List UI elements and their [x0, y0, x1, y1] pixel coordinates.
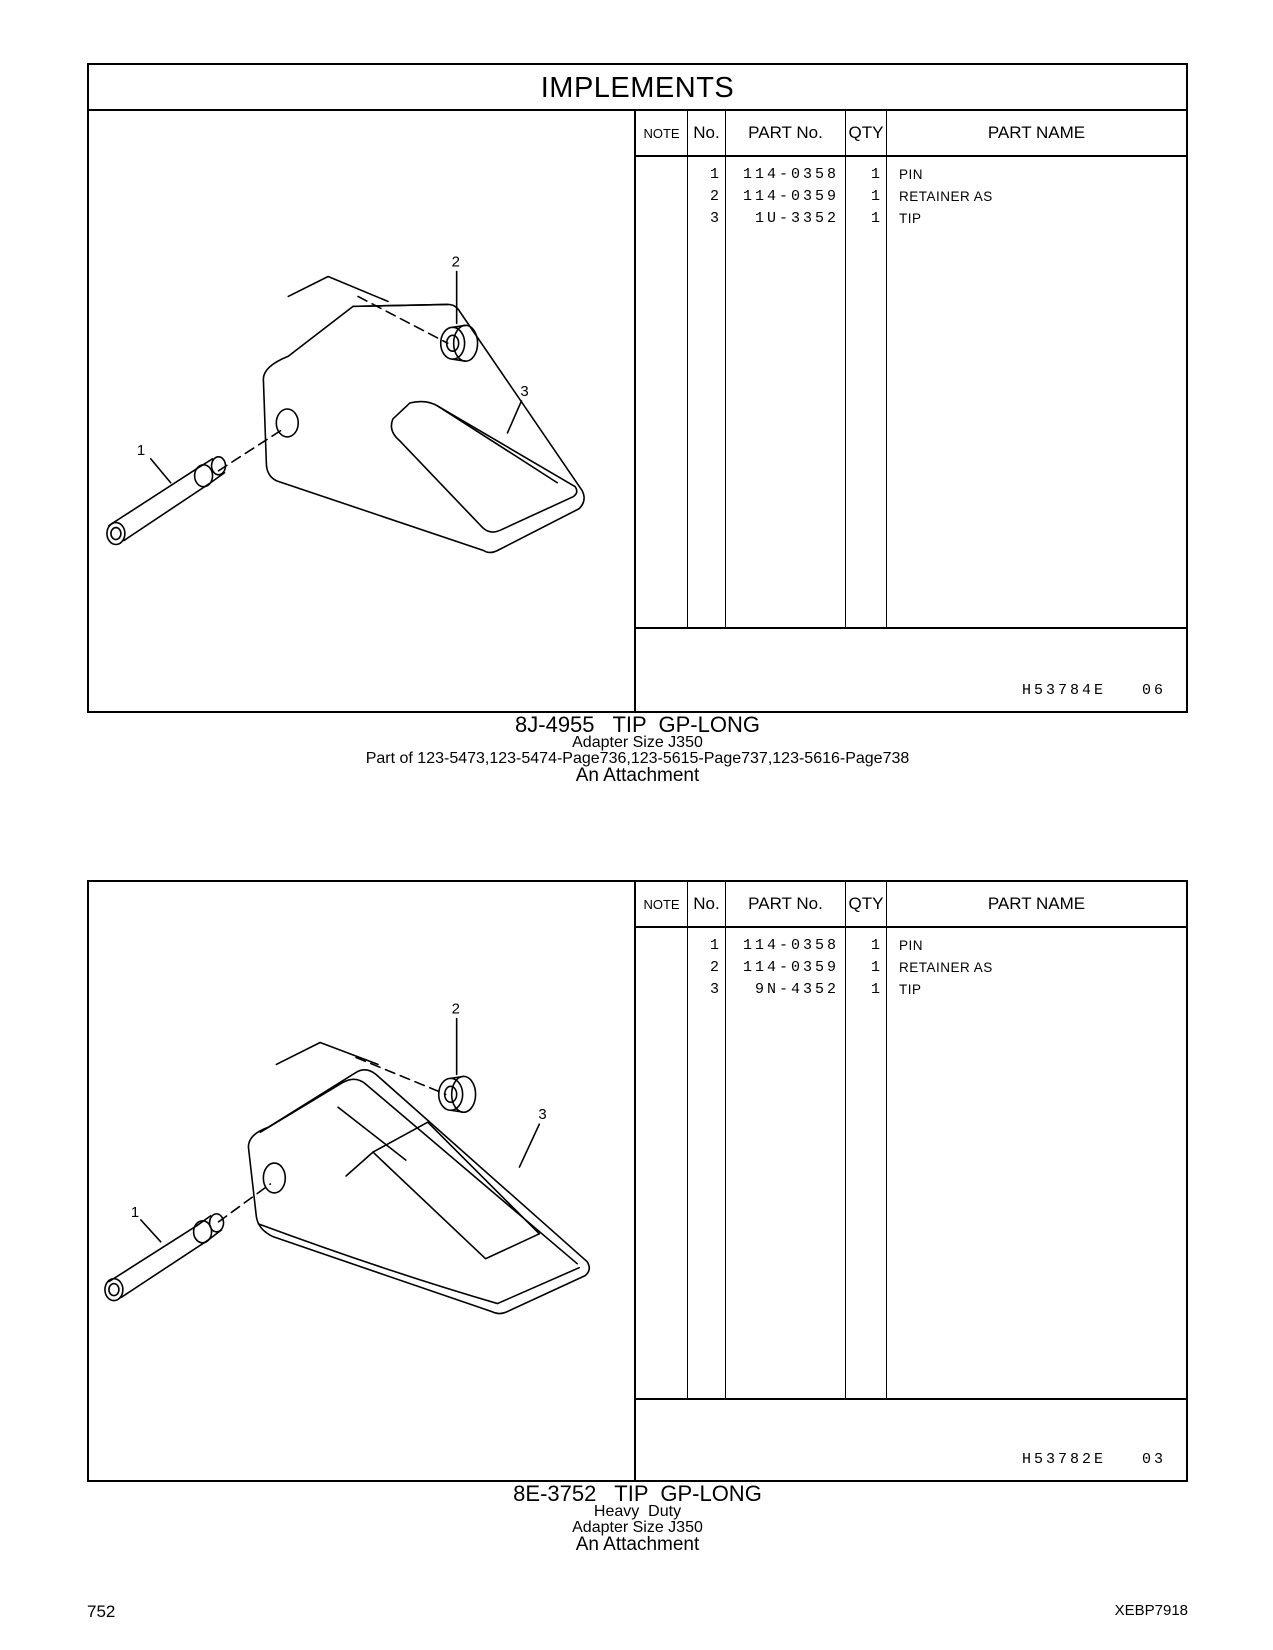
table-row: [636, 164, 1186, 186]
parts-section-1: [87, 63, 1188, 713]
callout-2: 2: [451, 253, 460, 271]
illustration-reference: H53784E 06: [1021, 682, 1166, 699]
quantity: 1: [870, 981, 880, 998]
part-name: TIP: [899, 211, 922, 226]
caption-line: Heavy Duty: [593, 1503, 682, 1520]
section-body: [89, 111, 1186, 711]
tip-illustration: [89, 111, 636, 711]
parts-table-body: [636, 928, 1186, 1400]
note-column-header: NOTE: [636, 882, 688, 926]
parts-table-body: [636, 157, 1186, 629]
part-name: TIP: [899, 982, 922, 997]
parts-table-footer: [636, 1400, 1186, 1480]
part-name-column-header: PART NAME: [987, 894, 1086, 913]
part-name: RETAINER AS: [899, 189, 993, 204]
callout-1: 1: [136, 441, 146, 459]
callout-3: 3: [538, 1106, 547, 1124]
group-title: 8J-4955 TIP GP-LONG: [515, 712, 760, 737]
part-number: 114-0359: [742, 188, 839, 205]
part-number: 114-0358: [742, 166, 839, 183]
parts-table-header: [636, 111, 1186, 157]
no-column-header: No.: [688, 111, 726, 155]
tip-drawing: [89, 111, 634, 711]
qty-column-header: QTY: [846, 111, 887, 155]
part-name-column-header: PART NAME: [987, 123, 1086, 142]
caption-line: Adapter Size J350: [572, 1519, 703, 1536]
part-number: 9N-4352: [754, 981, 839, 998]
part-number: 114-0358: [742, 937, 839, 954]
callout-3: 3: [520, 383, 529, 401]
tip-drawing: [89, 882, 634, 1480]
table-row: [636, 957, 1186, 979]
quantity: 1: [870, 166, 880, 183]
note-column-header: NOTE: [636, 111, 688, 155]
group-title: 8E-3752 TIP GP-LONG: [513, 1481, 762, 1506]
document-id: XEBP7918: [1114, 1602, 1188, 1619]
callout-1: 1: [130, 1203, 140, 1221]
part-name: PIN: [899, 938, 924, 953]
part-no-column-header: PART No.: [726, 111, 846, 155]
quantity: 1: [870, 188, 880, 205]
part-name: PIN: [899, 167, 924, 182]
page-title: IMPLEMENTS: [89, 65, 1186, 111]
item-number: 3: [709, 210, 719, 227]
tip-illustration: [89, 882, 636, 1480]
part-number: 114-0359: [742, 959, 839, 976]
parts-table: [636, 111, 1186, 711]
caption-line: An Attachment: [575, 1534, 700, 1555]
quantity: 1: [870, 210, 880, 227]
item-number: 2: [709, 188, 719, 205]
parts-table-header: [636, 882, 1186, 928]
qty-column-header: QTY: [846, 882, 887, 926]
item-number: 2: [709, 959, 719, 976]
parts-table: [636, 882, 1186, 1480]
table-row: [636, 979, 1186, 1001]
quantity: 1: [870, 959, 880, 976]
part-no-column-header: PART No.: [726, 882, 846, 926]
parts-table-footer: [636, 629, 1186, 711]
item-number: 3: [709, 981, 719, 998]
item-number: 1: [709, 937, 719, 954]
section-1-caption: [87, 712, 1188, 786]
caption-line: An Attachment: [575, 765, 700, 786]
section-body: [89, 882, 1186, 1480]
part-number: 1U-3352: [754, 210, 839, 227]
quantity: 1: [870, 937, 880, 954]
part-name: RETAINER AS: [899, 960, 993, 975]
table-row: [636, 186, 1186, 208]
caption-line: Adapter Size J350: [572, 734, 703, 751]
section-2-caption: [87, 1481, 1188, 1555]
page-number: 752: [87, 1602, 116, 1621]
table-row: [636, 935, 1186, 957]
parts-section-2: [87, 880, 1188, 1482]
no-column-header: No.: [688, 882, 726, 926]
table-row: [636, 208, 1186, 230]
illustration-reference: H53782E 03: [1021, 1451, 1166, 1468]
item-number: 1: [709, 166, 719, 183]
callout-2: 2: [451, 1000, 460, 1018]
caption-line: Part of 123-5473,123-5474-Page736,123-5615-Page737,123-5616-Page738: [365, 750, 910, 767]
